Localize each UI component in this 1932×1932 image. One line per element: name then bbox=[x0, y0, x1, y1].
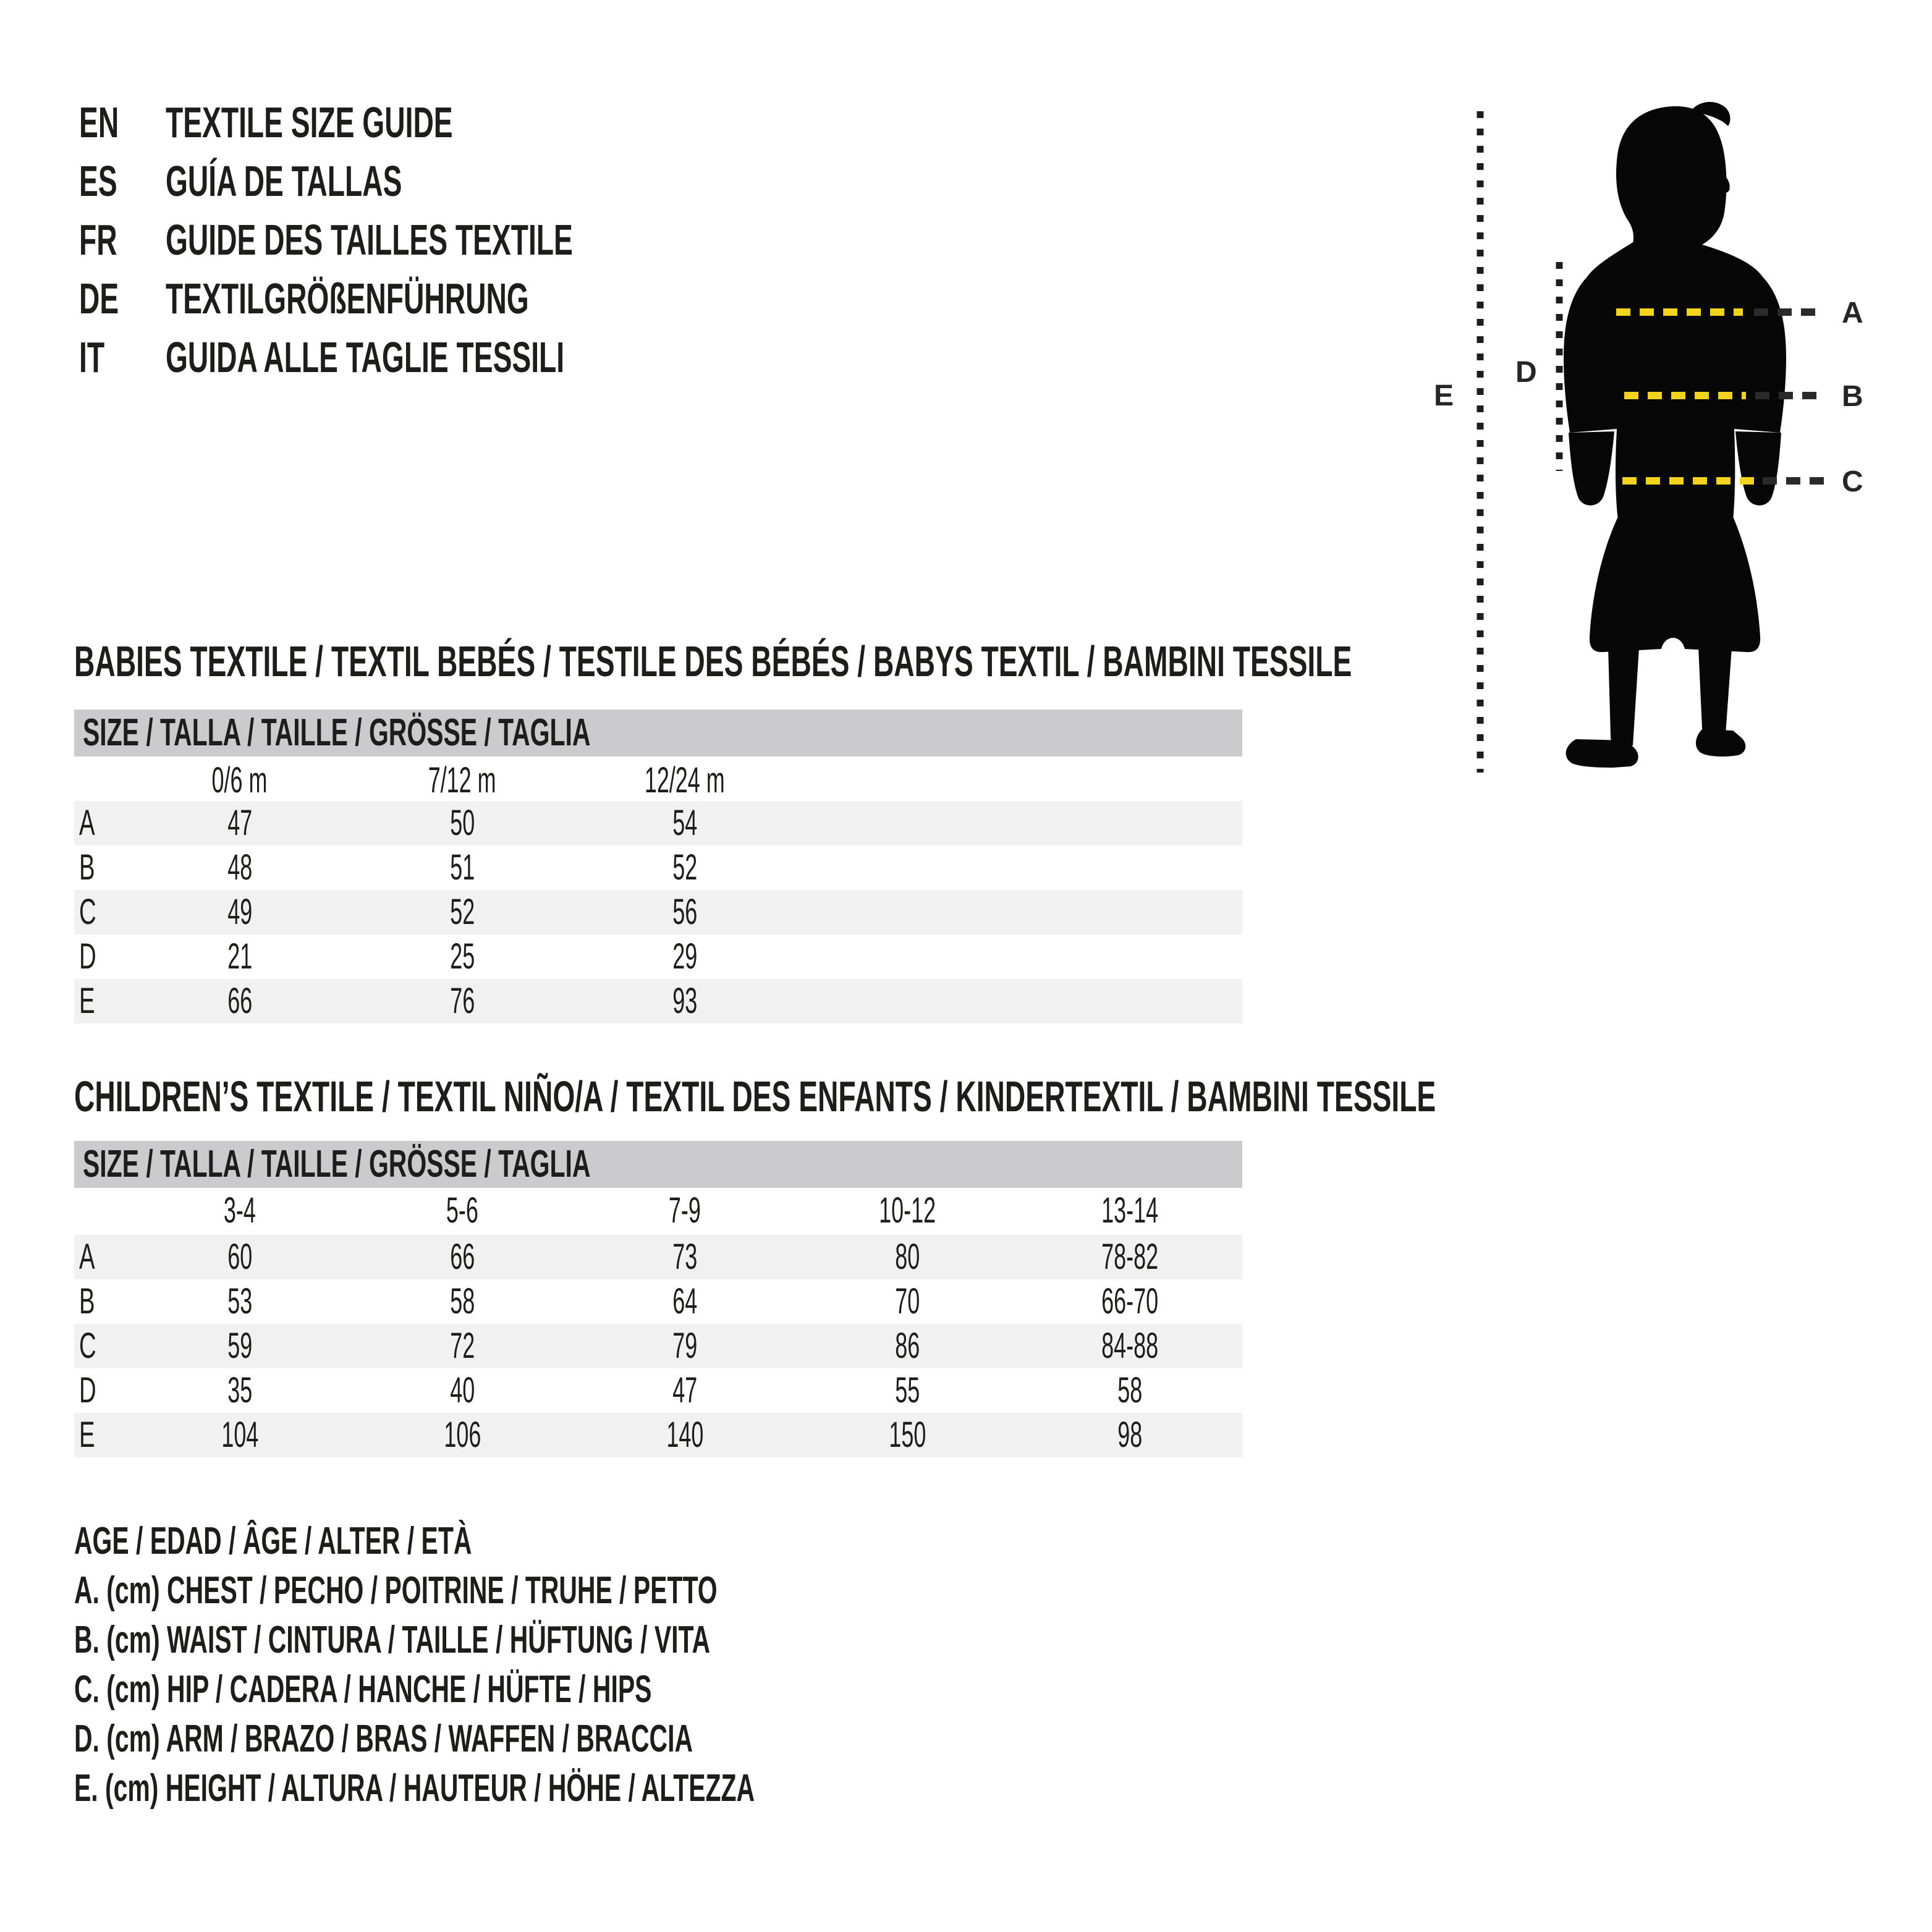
children-row-label: A bbox=[79, 1237, 95, 1277]
children-cell: 104 bbox=[221, 1415, 259, 1455]
babies-cell: 47 bbox=[227, 803, 252, 843]
babies-cell: 51 bbox=[449, 847, 475, 888]
children-cell: 70 bbox=[894, 1281, 920, 1321]
lang-title-en: TEXTILE SIZE GUIDE bbox=[166, 98, 453, 146]
lang-title-fr: GUIDE DES TAILLES TEXTILE bbox=[166, 216, 573, 264]
children-cell: 72 bbox=[449, 1326, 475, 1366]
children-cell: 64 bbox=[672, 1281, 697, 1321]
legend-chest: A. (cm) CHEST / PECHO / POITRINE / TRUHE / PETTO bbox=[74, 1569, 718, 1612]
children-cell: 58 bbox=[449, 1281, 475, 1321]
children-cell: 79 bbox=[672, 1326, 697, 1366]
children-cell: 59 bbox=[227, 1326, 252, 1366]
legend-age: AGE / EDAD / ÂGE / ALTER / ETÀ bbox=[74, 1520, 472, 1562]
babies-row-label: E bbox=[79, 981, 95, 1021]
babies-size-header-bar: SIZE / TALLA / TAILLE / GRÖSSE / TAGLIA bbox=[74, 710, 1242, 756]
lang-code-fr: FR bbox=[79, 216, 117, 264]
children-size-header-bar: SIZE / TALLA / TAILLE / GRÖSSE / TAGLIA bbox=[74, 1141, 1242, 1188]
babies-col-header: 7/12 m bbox=[428, 760, 496, 800]
babies-cell: 21 bbox=[227, 936, 252, 977]
children-cell: 55 bbox=[894, 1370, 920, 1410]
lang-code-es: ES bbox=[79, 157, 117, 205]
lang-title-es: GUÍA DE TALLAS bbox=[166, 157, 402, 205]
babies-row-label: B bbox=[79, 847, 95, 888]
children-cell: 53 bbox=[227, 1281, 252, 1321]
children-row-label: B bbox=[79, 1281, 95, 1321]
babies-cell: 93 bbox=[672, 981, 697, 1021]
height-label: E bbox=[1434, 379, 1454, 412]
legend-waist: B. (cm) WAIST / CINTURA / TAILLE / HÜFTUNG / VITA bbox=[74, 1619, 711, 1661]
children-cell: 78-82 bbox=[1101, 1237, 1158, 1277]
babies-cell: 29 bbox=[672, 936, 697, 977]
children-cell: 58 bbox=[1117, 1370, 1142, 1410]
children-col-header: 10-12 bbox=[879, 1190, 936, 1231]
children-cell: 150 bbox=[888, 1415, 926, 1455]
arm-label: D bbox=[1515, 356, 1537, 389]
children-col-header: 13-14 bbox=[1101, 1190, 1158, 1231]
legend-height: E. (cm) HEIGHT / ALTURA / HAUTEUR / HÖHE / ALTEZZA bbox=[74, 1767, 755, 1810]
babies-cell: 52 bbox=[449, 892, 475, 932]
lang-code-en: EN bbox=[79, 98, 119, 146]
babies-cell: 48 bbox=[227, 847, 252, 888]
children-cell: 106 bbox=[443, 1415, 481, 1455]
babies-cell: 66 bbox=[227, 981, 252, 1021]
hip-label: C bbox=[1842, 465, 1863, 498]
children-cell: 73 bbox=[672, 1237, 697, 1277]
children-cell: 84-88 bbox=[1101, 1326, 1158, 1366]
babies-section-title: BABIES TEXTILE / TEXTIL BEBÉS / TESTILE DES BÉBÉS / BABYS TEXTIL / BAMBINI TESSILE bbox=[74, 637, 1352, 685]
babies-cell: 49 bbox=[227, 892, 252, 932]
babies-col-header: 0/6 m bbox=[212, 760, 268, 800]
children-cell: 47 bbox=[672, 1370, 697, 1410]
children-cell: 35 bbox=[227, 1370, 252, 1410]
children-col-header: 7-9 bbox=[669, 1190, 701, 1231]
children-cell: 66-70 bbox=[1101, 1281, 1158, 1321]
children-cell: 98 bbox=[1117, 1415, 1142, 1455]
legend-hip: C. (cm) HIP / CADERA / HANCHE / HÜFTE / HIPS bbox=[74, 1668, 652, 1711]
babies-cell: 52 bbox=[672, 847, 697, 888]
waist-label: B bbox=[1842, 380, 1863, 413]
children-cell: 140 bbox=[666, 1415, 704, 1455]
children-cell: 60 bbox=[227, 1237, 252, 1277]
babies-row-label: C bbox=[79, 892, 96, 932]
babies-row-label: D bbox=[79, 936, 96, 977]
children-col-header: 3-4 bbox=[224, 1190, 256, 1231]
children-row-label: E bbox=[79, 1415, 95, 1455]
chest-label: A bbox=[1842, 297, 1863, 329]
babies-cell: 50 bbox=[449, 803, 475, 843]
lang-code-de: DE bbox=[79, 274, 119, 323]
children-cell: 66 bbox=[449, 1237, 475, 1277]
children-cell: 40 bbox=[449, 1370, 475, 1410]
babies-cell: 76 bbox=[449, 981, 475, 1021]
children-cell: 86 bbox=[894, 1326, 920, 1366]
lang-title-it: GUIDA ALLE TAGLIE TESSILI bbox=[166, 333, 565, 381]
lang-code-it: IT bbox=[79, 333, 105, 381]
children-col-header: 5-6 bbox=[446, 1190, 478, 1231]
legend-arm: D. (cm) ARM / BRAZO / BRAS / WAFFEN / BRACCIA bbox=[74, 1718, 693, 1760]
babies-row-label: A bbox=[79, 803, 95, 843]
children-row-label: C bbox=[79, 1326, 96, 1366]
babies-cell: 56 bbox=[672, 892, 697, 932]
babies-cell: 25 bbox=[449, 936, 475, 977]
babies-cell: 54 bbox=[672, 803, 697, 843]
lang-title-de: TEXTILGRÖßENFÜHRUNG bbox=[166, 274, 529, 323]
babies-col-header: 12/24 m bbox=[645, 760, 725, 800]
children-section-title: CHILDREN’S TEXTILE / TEXTIL NIÑO/A / TEXTIL DES ENFANTS / KINDERTEXTIL / BAMBINI TESSILE bbox=[74, 1072, 1436, 1121]
measurement-figure bbox=[1409, 62, 1932, 803]
children-cell: 80 bbox=[894, 1237, 920, 1277]
children-row-label: D bbox=[79, 1370, 96, 1410]
